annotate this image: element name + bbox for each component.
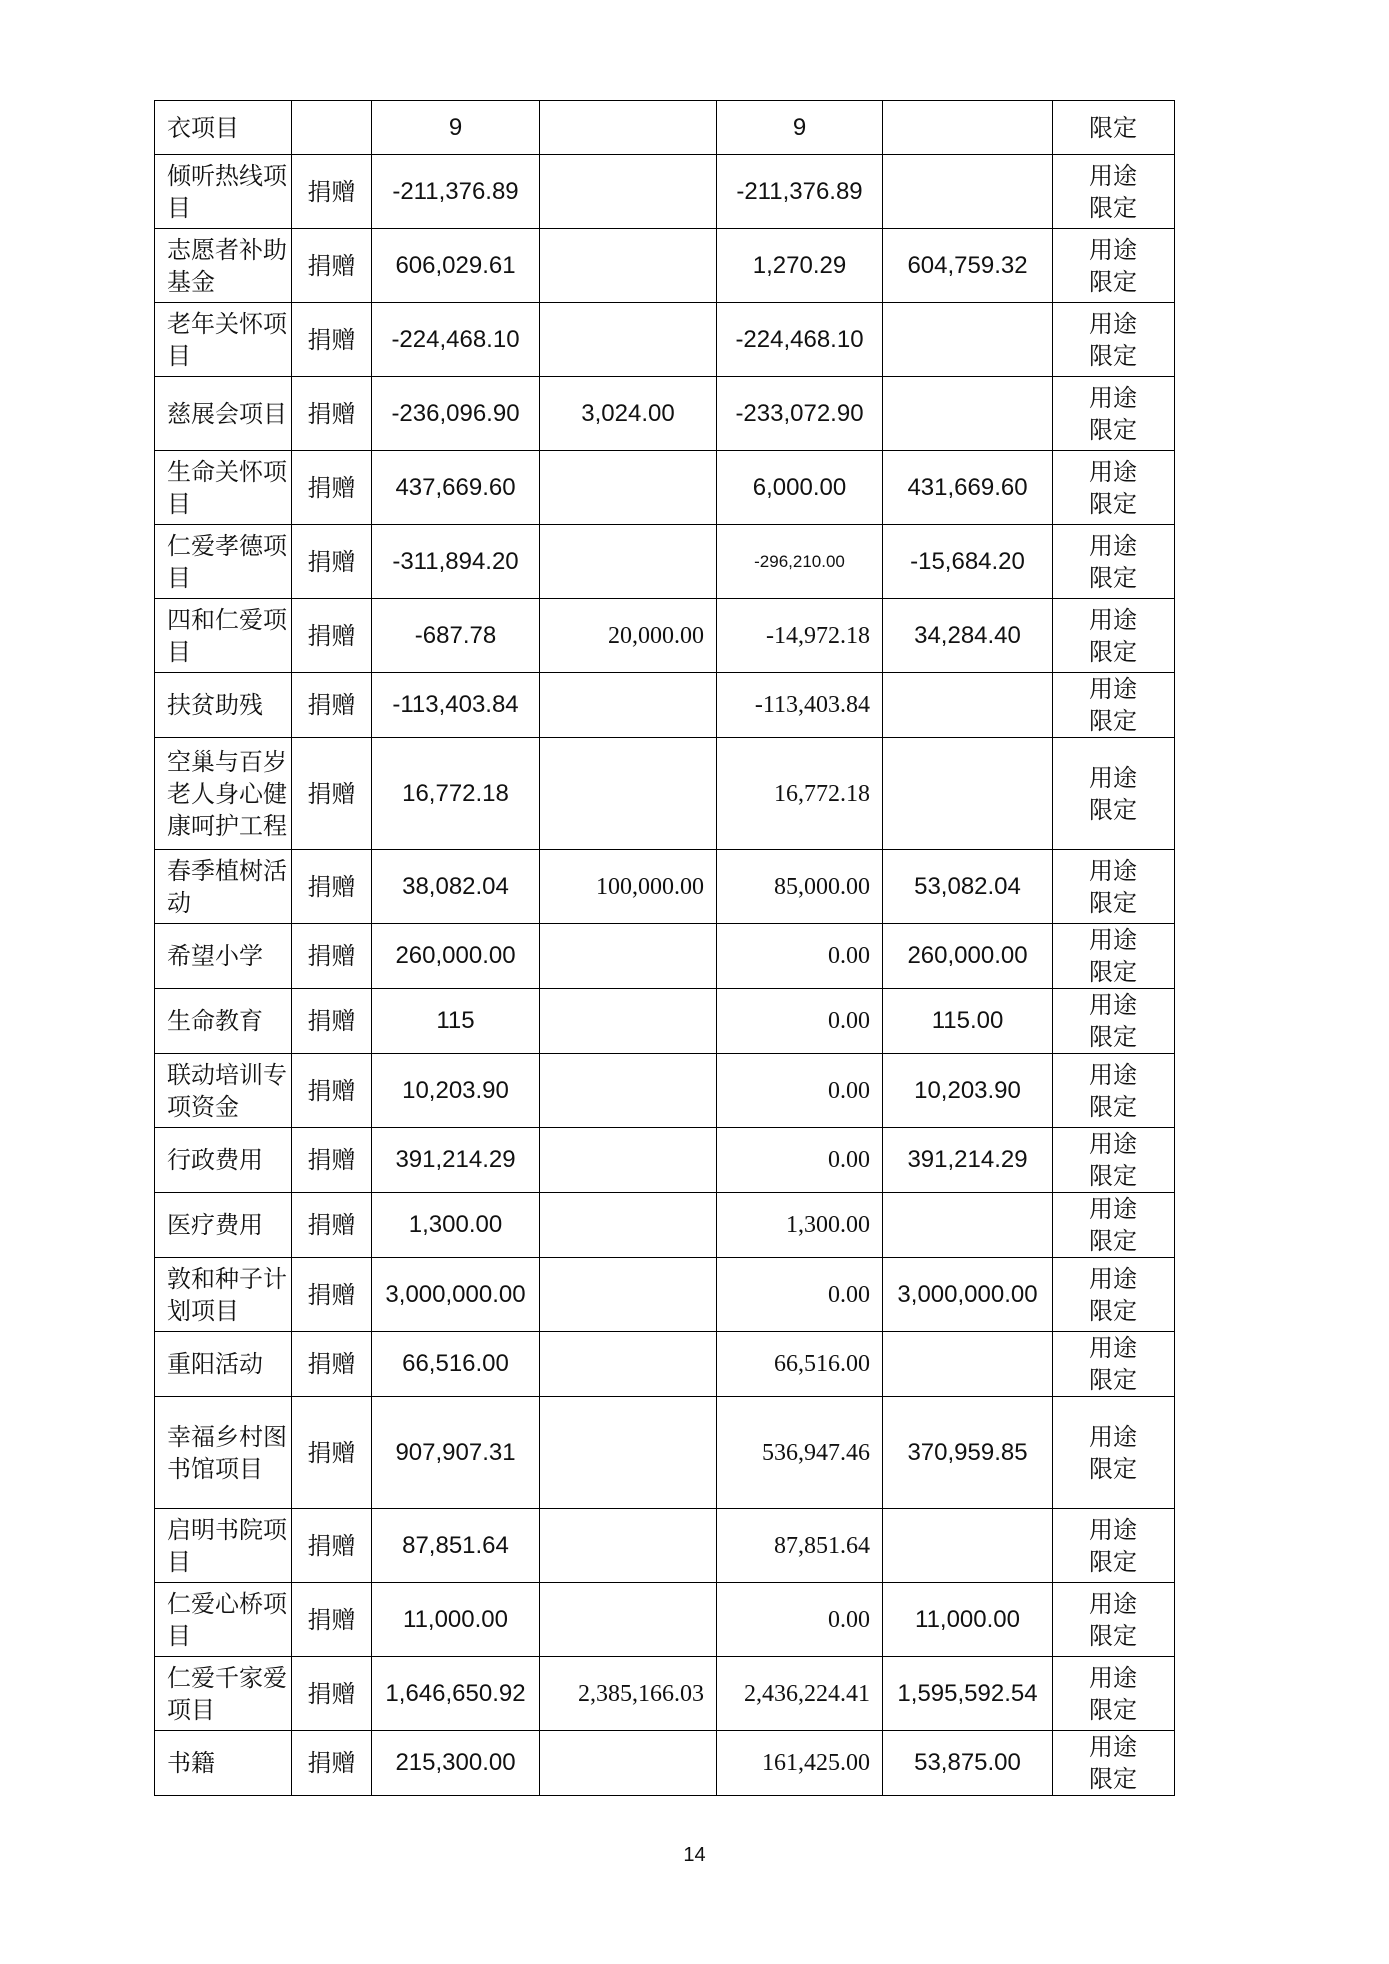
decrease-cell: -14,972.18 [717,599,883,673]
increase-cell [540,1054,717,1128]
decrease-cell: 0.00 [717,1258,883,1332]
fund-type-cell: 捐赠 [292,377,372,451]
closing-balance-cell: 391,214.29 [883,1128,1053,1193]
fund-type-cell: 捐赠 [292,1332,372,1397]
restriction-cell: 限定 [1053,101,1175,155]
restriction-cell: 用途限定 [1053,229,1175,303]
table-row [155,1258,1175,1332]
project-name-cell: 四和仁爱项目 [155,599,292,673]
increase-cell [540,1193,717,1258]
restriction-cell: 用途限定 [1053,738,1175,850]
restriction-cell: 用途限定 [1053,155,1175,229]
opening-balance-cell: 437,669.60 [372,451,540,525]
project-name-cell: 生命关怀项目 [155,451,292,525]
fund-type-cell [292,101,372,155]
project-name-cell: 空巢与百岁老人身心健康呵护工程 [155,738,292,850]
restriction-cell: 用途限定 [1053,525,1175,599]
table-row [155,101,1175,155]
fund-type-cell: 捐赠 [292,1128,372,1193]
fund-type-cell: 捐赠 [292,1258,372,1332]
closing-balance-cell [883,673,1053,738]
table-row [155,989,1175,1054]
closing-balance-cell [883,377,1053,451]
table-row [155,599,1175,673]
opening-balance-cell: 1,300.00 [372,1193,540,1258]
increase-cell: 3,024.00 [540,377,717,451]
increase-cell [540,525,717,599]
decrease-cell: 536,947.46 [717,1397,883,1509]
increase-cell [540,1509,717,1583]
increase-cell: 100,000.00 [540,850,717,924]
table-row [155,1509,1175,1583]
table-row [155,1193,1175,1258]
project-name-cell: 生命教育 [155,989,292,1054]
restriction-cell: 用途限定 [1053,1583,1175,1657]
opening-balance-cell: 3,000,000.00 [372,1258,540,1332]
opening-balance-cell: -211,376.89 [372,155,540,229]
closing-balance-cell: -15,684.20 [883,525,1053,599]
increase-cell [540,924,717,989]
closing-balance-cell [883,101,1053,155]
project-name-cell: 启明书院项目 [155,1509,292,1583]
increase-cell [540,738,717,850]
fund-type-cell: 捐赠 [292,1397,372,1509]
restriction-cell: 用途限定 [1053,451,1175,525]
closing-balance-cell: 10,203.90 [883,1054,1053,1128]
project-name-cell: 仁爱心桥项目 [155,1583,292,1657]
table-row [155,673,1175,738]
project-name-cell: 希望小学 [155,924,292,989]
fund-type-cell: 捐赠 [292,451,372,525]
increase-cell [540,101,717,155]
opening-balance-cell: 260,000.00 [372,924,540,989]
decrease-cell: 6,000.00 [717,451,883,525]
opening-balance-cell: -236,096.90 [372,377,540,451]
fund-type-cell: 捐赠 [292,1657,372,1731]
decrease-cell: 161,425.00 [717,1731,883,1796]
increase-cell [540,673,717,738]
project-name-cell: 行政费用 [155,1128,292,1193]
closing-balance-cell: 34,284.40 [883,599,1053,673]
project-name-cell: 慈展会项目 [155,377,292,451]
table-row [155,1128,1175,1193]
fund-type-cell: 捐赠 [292,1731,372,1796]
project-name-cell: 衣项目 [155,101,292,155]
decrease-cell: 66,516.00 [717,1332,883,1397]
decrease-cell: 0.00 [717,924,883,989]
opening-balance-cell: 1,646,650.92 [372,1657,540,1731]
fund-type-cell: 捐赠 [292,229,372,303]
closing-balance-cell: 53,082.04 [883,850,1053,924]
project-name-cell: 倾听热线项目 [155,155,292,229]
closing-balance-cell: 604,759.32 [883,229,1053,303]
decrease-cell: 0.00 [717,989,883,1054]
restricted-funds-table [154,100,1175,1796]
increase-cell [540,451,717,525]
opening-balance-cell: 38,082.04 [372,850,540,924]
closing-balance-cell: 115.00 [883,989,1053,1054]
project-name-cell: 仁爱千家爱项目 [155,1657,292,1731]
increase-cell [540,1258,717,1332]
decrease-cell: -211,376.89 [717,155,883,229]
decrease-cell: 2,436,224.41 [717,1657,883,1731]
increase-cell [540,989,717,1054]
decrease-cell: 16,772.18 [717,738,883,850]
opening-balance-cell: 10,203.90 [372,1054,540,1128]
restriction-cell: 用途限定 [1053,303,1175,377]
decrease-cell: -113,403.84 [717,673,883,738]
closing-balance-cell: 1,595,592.54 [883,1657,1053,1731]
restriction-cell: 用途限定 [1053,1193,1175,1258]
fund-type-cell: 捐赠 [292,989,372,1054]
project-name-cell: 志愿者补助基金 [155,229,292,303]
restriction-cell: 用途限定 [1053,1332,1175,1397]
fund-type-cell: 捐赠 [292,738,372,850]
increase-cell [540,1397,717,1509]
increase-cell [540,1332,717,1397]
increase-cell [540,1731,717,1796]
table-row [155,451,1175,525]
closing-balance-cell: 370,959.85 [883,1397,1053,1509]
opening-balance-cell: -311,894.20 [372,525,540,599]
fund-type-cell: 捐赠 [292,303,372,377]
opening-balance-cell: 606,029.61 [372,229,540,303]
table-row [155,1731,1175,1796]
table-row [155,1054,1175,1128]
opening-balance-cell: -687.78 [372,599,540,673]
decrease-cell: 85,000.00 [717,850,883,924]
opening-balance-cell: 66,516.00 [372,1332,540,1397]
decrease-cell: 0.00 [717,1128,883,1193]
opening-balance-cell: -224,468.10 [372,303,540,377]
closing-balance-cell [883,1332,1053,1397]
restriction-cell: 用途限定 [1053,673,1175,738]
closing-balance-cell [883,738,1053,850]
closing-balance-cell: 11,000.00 [883,1583,1053,1657]
project-name-cell: 春季植树活动 [155,850,292,924]
fund-type-cell: 捐赠 [292,673,372,738]
increase-cell: 2,385,166.03 [540,1657,717,1731]
project-name-cell: 老年关怀项目 [155,303,292,377]
opening-balance-cell: 115 [372,989,540,1054]
closing-balance-cell [883,303,1053,377]
opening-balance-cell: 16,772.18 [372,738,540,850]
restriction-cell: 用途限定 [1053,1054,1175,1128]
table-row [155,1397,1175,1509]
project-name-cell: 仁爱孝德项目 [155,525,292,599]
opening-balance-cell: -113,403.84 [372,673,540,738]
restriction-cell: 用途限定 [1053,377,1175,451]
closing-balance-cell [883,155,1053,229]
table-row [155,229,1175,303]
fund-type-cell: 捐赠 [292,599,372,673]
opening-balance-cell: 9 [372,101,540,155]
increase-cell [540,155,717,229]
project-name-cell: 扶贫助残 [155,673,292,738]
fund-type-cell: 捐赠 [292,1509,372,1583]
increase-cell [540,1128,717,1193]
increase-cell [540,1583,717,1657]
closing-balance-cell [883,1509,1053,1583]
decrease-cell: 87,851.64 [717,1509,883,1583]
table-row [155,377,1175,451]
closing-balance-cell: 3,000,000.00 [883,1258,1053,1332]
table-row [155,1332,1175,1397]
fund-type-cell: 捐赠 [292,1193,372,1258]
table-row [155,924,1175,989]
closing-balance-cell: 53,875.00 [883,1731,1053,1796]
fund-type-cell: 捐赠 [292,525,372,599]
restriction-cell: 用途限定 [1053,599,1175,673]
table-row [155,738,1175,850]
restriction-cell: 用途限定 [1053,850,1175,924]
decrease-cell: 1,270.29 [717,229,883,303]
fund-type-cell: 捐赠 [292,924,372,989]
project-name-cell: 联动培训专项资金 [155,1054,292,1128]
restriction-cell: 用途限定 [1053,1397,1175,1509]
restriction-cell: 用途限定 [1053,1509,1175,1583]
restriction-cell: 用途限定 [1053,924,1175,989]
table-row [155,525,1175,599]
opening-balance-cell: 87,851.64 [372,1509,540,1583]
fund-type-cell: 捐赠 [292,1054,372,1128]
decrease-cell: -224,468.10 [717,303,883,377]
table-row [155,850,1175,924]
project-name-cell: 医疗费用 [155,1193,292,1258]
decrease-cell: 0.00 [717,1583,883,1657]
table-row [155,1583,1175,1657]
restriction-cell: 用途限定 [1053,1128,1175,1193]
closing-balance-cell [883,1193,1053,1258]
restriction-cell: 用途限定 [1053,1731,1175,1796]
increase-cell: 20,000.00 [540,599,717,673]
project-name-cell: 重阳活动 [155,1332,292,1397]
project-name-cell: 敦和种子计划项目 [155,1258,292,1332]
fund-type-cell: 捐赠 [292,850,372,924]
project-name-cell: 幸福乡村图书馆项目 [155,1397,292,1509]
decrease-cell: -233,072.90 [717,377,883,451]
decrease-cell: 0.00 [717,1054,883,1128]
fund-type-cell: 捐赠 [292,155,372,229]
increase-cell [540,303,717,377]
table-row [155,1657,1175,1731]
decrease-cell: -296,210.00 [717,525,883,599]
restriction-cell: 用途限定 [1053,989,1175,1054]
table-row [155,155,1175,229]
project-name-cell: 书籍 [155,1731,292,1796]
opening-balance-cell: 907,907.31 [372,1397,540,1509]
page-number: 14 [683,1844,706,1866]
closing-balance-cell: 260,000.00 [883,924,1053,989]
table-row [155,303,1175,377]
fund-type-cell: 捐赠 [292,1583,372,1657]
restriction-cell: 用途限定 [1053,1258,1175,1332]
opening-balance-cell: 215,300.00 [372,1731,540,1796]
decrease-cell: 1,300.00 [717,1193,883,1258]
decrease-cell: 9 [717,101,883,155]
restriction-cell: 用途限定 [1053,1657,1175,1731]
closing-balance-cell: 431,669.60 [883,451,1053,525]
opening-balance-cell: 391,214.29 [372,1128,540,1193]
opening-balance-cell: 11,000.00 [372,1583,540,1657]
increase-cell [540,229,717,303]
